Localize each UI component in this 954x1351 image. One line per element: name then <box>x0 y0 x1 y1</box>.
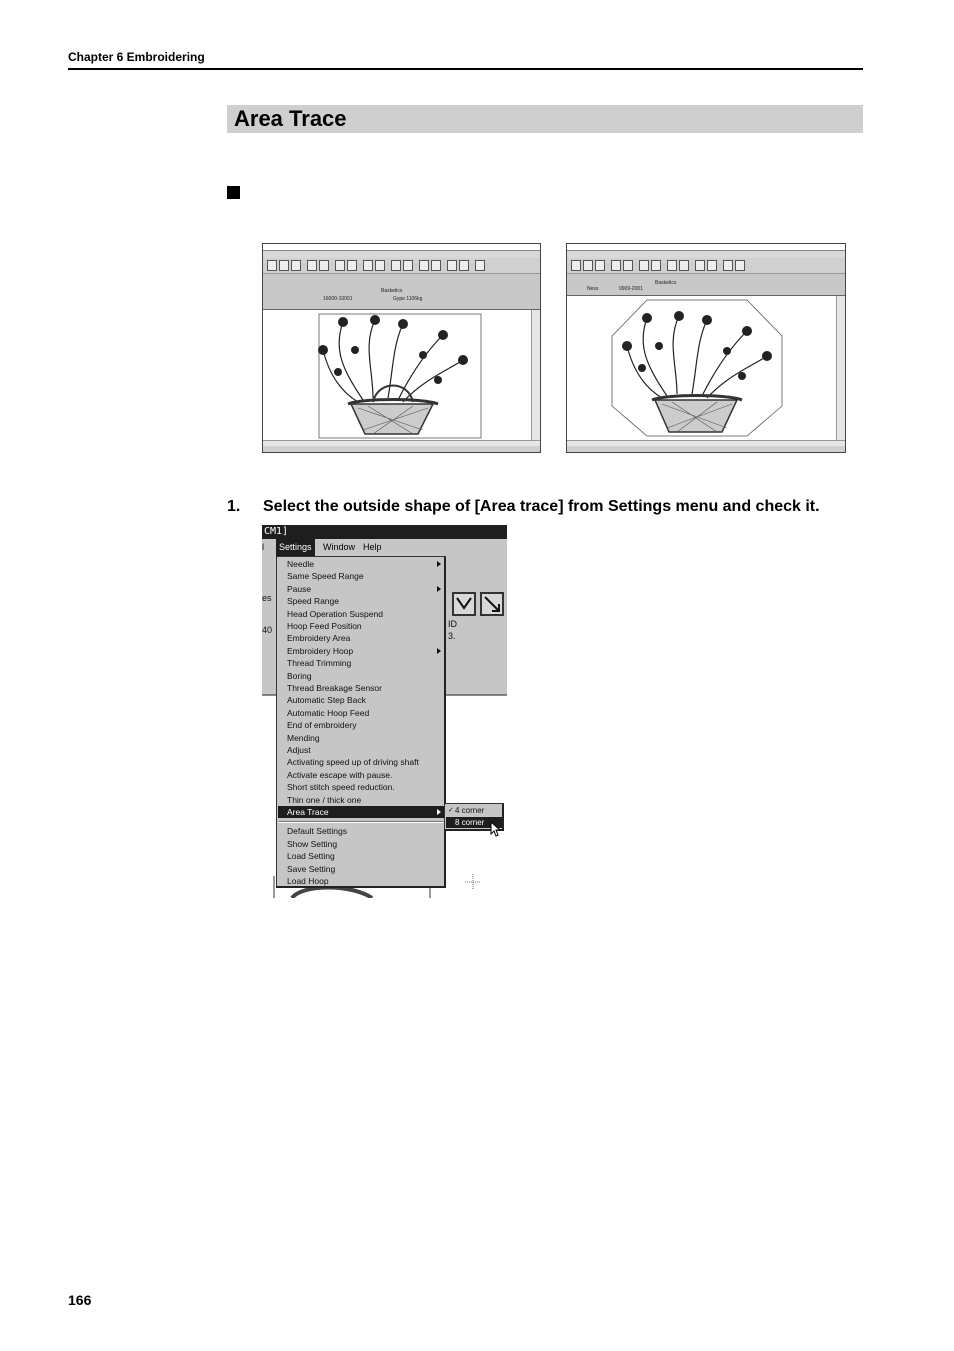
menubar <box>262 539 507 556</box>
cursor-arrow-icon <box>490 821 502 837</box>
window-title: CM1] <box>262 525 507 539</box>
toolbar-button <box>623 260 633 271</box>
toolbar-button <box>291 260 301 271</box>
toolbar-button <box>403 260 413 271</box>
page-number: 166 <box>68 1292 92 1308</box>
window-toolbar <box>567 258 845 274</box>
menu-item-label: Adjust <box>287 745 311 755</box>
window-titlebar <box>567 244 845 251</box>
menu-item-same-speed-range[interactable] <box>278 570 444 582</box>
menu-item-label: Head Operation Suspend <box>287 608 383 619</box>
header-rule <box>68 68 863 70</box>
menu-item-thin-one-thick-one[interactable] <box>278 794 444 806</box>
menu-item-automatic-step-back[interactable] <box>278 694 444 706</box>
toolbar-button <box>667 260 677 271</box>
info-text: Basketics <box>655 280 677 286</box>
menu-file-fragment: l <box>262 542 264 552</box>
running-head: Chapter 6 Embroidering <box>68 50 205 64</box>
menu-item-save-setting[interactable] <box>278 863 444 875</box>
toolbar-button <box>307 260 317 271</box>
menu-item-head-operation-suspend[interactable] <box>278 608 444 620</box>
menu-item-mending[interactable] <box>278 732 444 744</box>
menu-item-label: Automatic Hoop Feed <box>287 707 370 718</box>
menu-item-hoop-feed-position[interactable] <box>278 620 444 632</box>
menu-item-label: Load Hoop <box>287 876 329 886</box>
menu-item-label: Automatic Step Back <box>287 695 366 706</box>
menu-item-activate-escape-with-pause[interactable] <box>278 769 444 781</box>
section-title: Area Trace <box>234 106 347 131</box>
toolbar-button <box>431 260 441 271</box>
toolbar-button <box>571 260 581 271</box>
window-titlebar <box>263 244 540 251</box>
window-toolbar <box>263 258 540 274</box>
submenu-item-label: 8 corner <box>455 818 485 827</box>
menu-item-label: Short stitch speed reduction. <box>287 782 395 793</box>
vertical-scrollbar <box>836 296 845 440</box>
toolbar-button <box>595 260 605 271</box>
step-instruction: Select the outside shape of [Area trace] from Settings menu and check it. <box>263 498 820 515</box>
menu-item-default-settings[interactable] <box>278 825 444 837</box>
menu-item-embroidery-hoop[interactable] <box>278 645 444 657</box>
crosshair-icon <box>465 874 481 890</box>
menu-item-label: Load Setting <box>287 851 335 862</box>
toolbar-button <box>419 260 429 271</box>
submenu-arrow-icon <box>437 561 441 567</box>
menu-item-label: Area Trace <box>287 807 329 817</box>
toolbar-button <box>639 260 649 271</box>
vertical-scrollbar <box>531 310 540 440</box>
toolbar-button <box>695 260 705 271</box>
menu-item-label: Thread Breakage Sensor <box>287 683 382 693</box>
toolbar-button <box>723 260 733 271</box>
menu-item-speed-range[interactable] <box>278 595 444 607</box>
menu-item-show-setting[interactable] <box>278 838 444 850</box>
info-text: Gype 1106kg <box>393 296 423 302</box>
toolbar-button-shape[interactable] <box>452 592 476 616</box>
menu-item-label: Boring <box>287 670 312 681</box>
toolbar-button <box>735 260 745 271</box>
window-menubar <box>263 251 540 258</box>
menu-item-thread-trimming[interactable] <box>278 657 444 669</box>
submenu-arrow-icon <box>437 648 441 654</box>
toolbar-button <box>267 260 277 271</box>
menu-item-needle[interactable] <box>278 558 444 570</box>
menu-item-boring[interactable] <box>278 670 444 682</box>
bg-text: 3. <box>448 631 456 641</box>
toolbar-button <box>611 260 621 271</box>
bullet-square <box>227 186 240 199</box>
toolbar-button <box>583 260 593 271</box>
submenu-item-4-corner[interactable] <box>446 805 502 816</box>
design-canvas <box>263 310 531 440</box>
bg-text: ID <box>448 619 457 629</box>
section-heading-bar <box>227 105 863 133</box>
menu-item-label: Thread Trimming <box>287 658 352 669</box>
menu-item-label: Needle <box>287 559 314 569</box>
menu-item-label: Same Speed Range <box>287 571 364 582</box>
menu-item-label: Pause <box>287 583 312 594</box>
menu-item-label: Activating speed up of driving shaft <box>287 757 419 768</box>
bg-text: 40 <box>262 625 273 635</box>
menu-help[interactable]: Help <box>363 542 382 552</box>
menu-item-label: Default Settings <box>287 826 348 837</box>
basket-embroidery-octagon <box>567 296 837 442</box>
toolbar-button <box>459 260 469 271</box>
menu-separator <box>279 821 443 823</box>
status-bar <box>263 446 540 452</box>
window-infobar <box>263 274 540 310</box>
menu-item-label: Save Setting <box>287 863 336 874</box>
toolbar-button <box>335 260 345 271</box>
menu-item-label: Embroidery Hoop <box>287 645 354 656</box>
design-canvas <box>567 296 836 440</box>
menu-item-pause[interactable] <box>278 583 444 595</box>
menu-item-adjust[interactable] <box>278 744 444 756</box>
menu-item-label: Embroidery Area <box>287 633 351 644</box>
toolbar-button-trace[interactable] <box>480 592 504 616</box>
menu-item-label: Hoop Feed Position <box>287 621 362 631</box>
toolbar-button <box>319 260 329 271</box>
step-number: 1. <box>227 498 241 515</box>
window-menubar <box>567 251 845 258</box>
bg-text: es <box>262 593 272 603</box>
toolbar-button <box>363 260 373 271</box>
menu-item-label: Speed Range <box>287 596 339 607</box>
menu-item-short-stitch-speed-reduction[interactable] <box>278 781 444 793</box>
info-text: 16000-10001 <box>323 296 353 302</box>
menu-item-label: Thin one / thick one <box>287 794 362 805</box>
window-infobar <box>567 274 845 296</box>
menu-item-load-setting[interactable] <box>278 850 444 862</box>
submenu-item-label: 4 corner <box>455 806 485 815</box>
toolbar-button <box>651 260 661 271</box>
submenu-arrow-icon <box>437 586 441 592</box>
menu-settings[interactable]: Settings <box>276 539 315 556</box>
menu-item-automatic-hoop-feed[interactable] <box>278 707 444 719</box>
submenu-arrow-icon <box>437 809 441 815</box>
basket-embroidery-rect <box>263 310 533 442</box>
menu-item-area-trace[interactable] <box>278 806 444 818</box>
info-text: Basketics <box>381 288 403 294</box>
menu-item-label: Mending <box>287 732 320 743</box>
menu-item-label: End of embroidery <box>287 720 357 731</box>
toolbar-button <box>279 260 289 271</box>
menu-item-thread-breakage-sensor[interactable] <box>278 682 444 694</box>
menu-window[interactable]: Window <box>323 542 356 552</box>
screenshot-rectangle-trace <box>262 243 541 453</box>
settings-dropdown <box>276 556 446 888</box>
info-text: Ness <box>587 286 599 292</box>
toolbar-button <box>375 260 385 271</box>
menu-item-activating-speed-up-of-driving-shaft[interactable] <box>278 756 444 768</box>
menu-item-label: Activate escape with pause. <box>287 769 393 780</box>
toolbar-button <box>679 260 689 271</box>
screenshot-octagon-trace <box>566 243 846 453</box>
menu-item-end-of-embroidery[interactable] <box>278 719 444 731</box>
toolbar-button <box>447 260 457 271</box>
menu-item-label: Show Setting <box>287 838 338 849</box>
info-text: 9909-2001 <box>619 286 643 292</box>
menu-item-load-hoop[interactable] <box>278 875 444 887</box>
toolbar-button <box>707 260 717 271</box>
toolbar-button <box>347 260 357 271</box>
toolbar-button <box>391 260 401 271</box>
status-bar <box>567 446 845 452</box>
toolbar-button <box>475 260 485 271</box>
checkmark-icon: ✓ <box>448 807 454 814</box>
settings-menu-screenshot <box>262 525 507 898</box>
menu-item-embroidery-area[interactable] <box>278 632 444 644</box>
